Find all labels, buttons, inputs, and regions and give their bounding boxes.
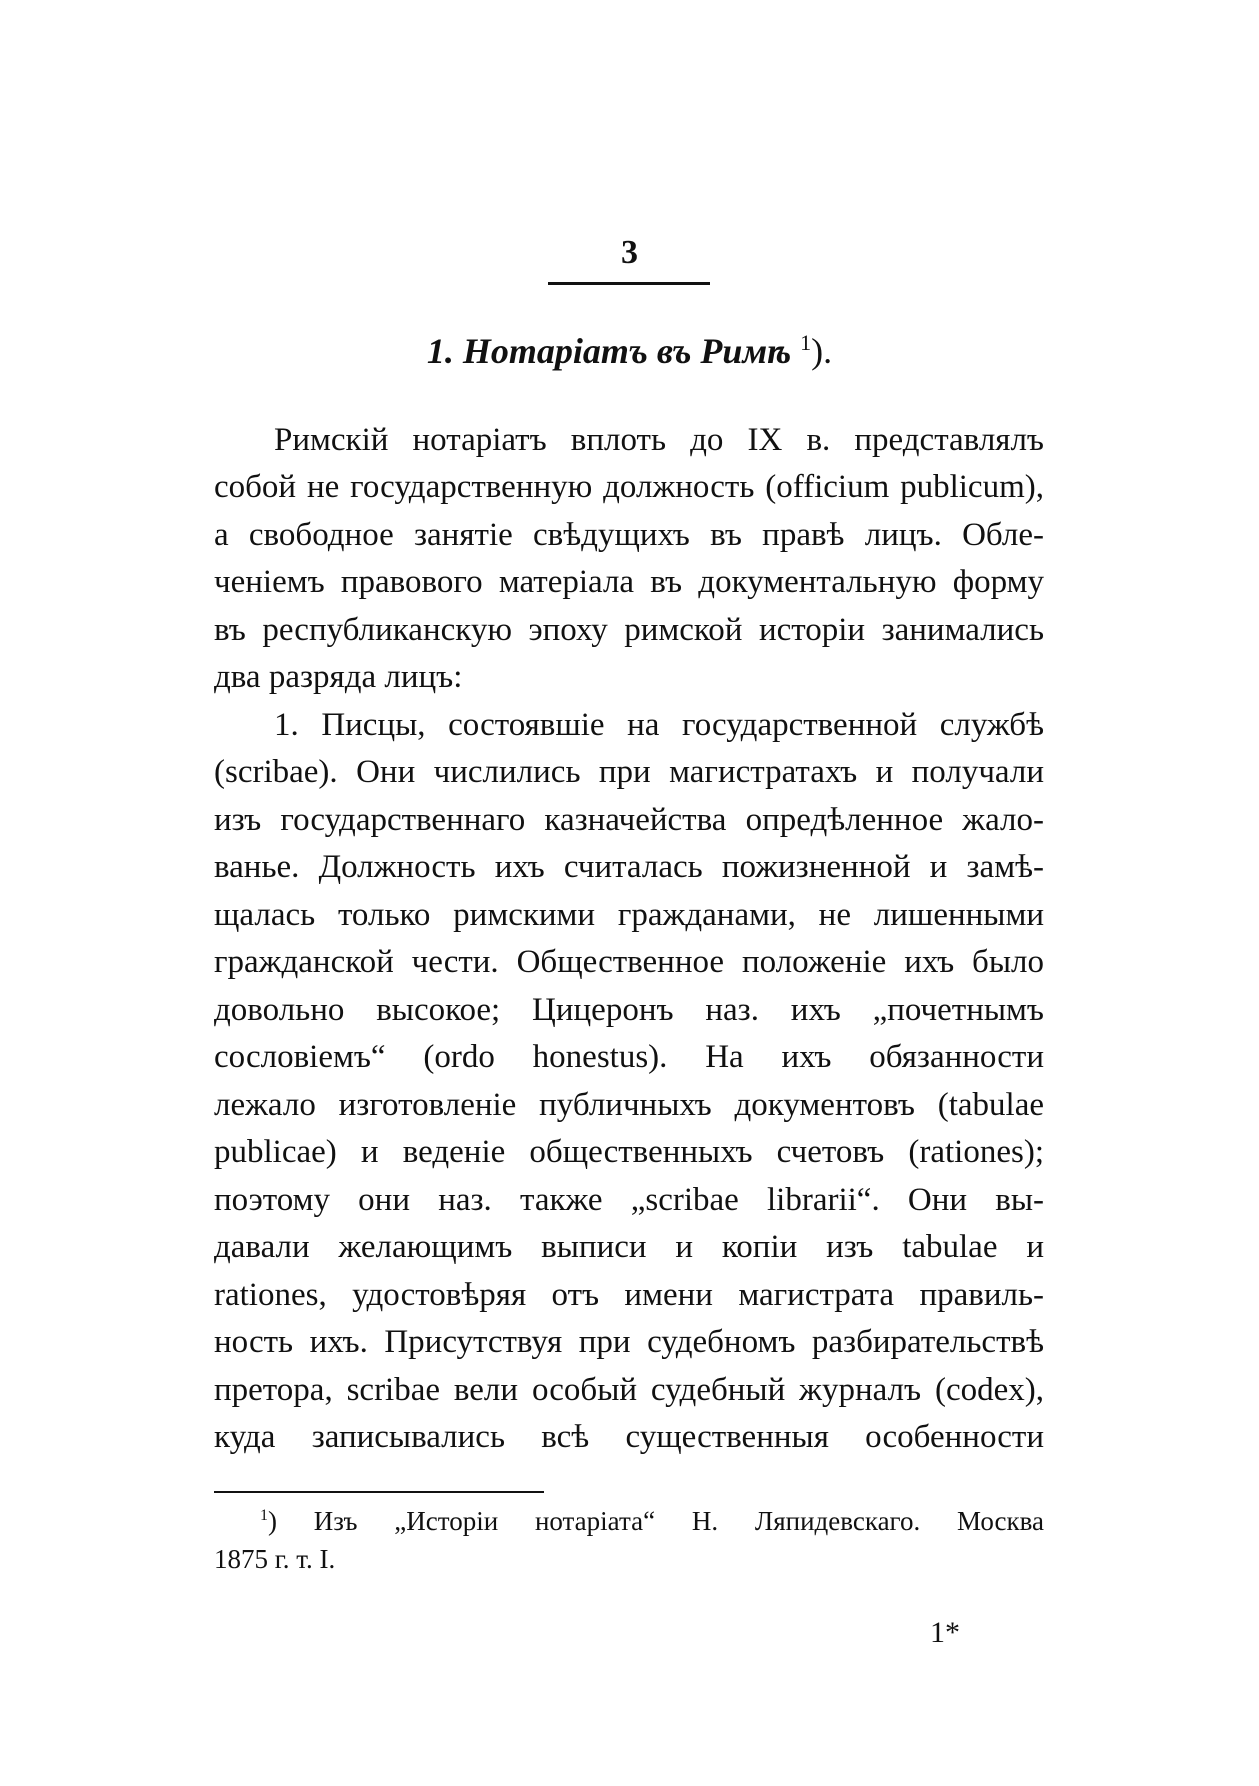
text-line: (scribae). Они числились при магистратахъ и получали bbox=[214, 754, 1044, 790]
text-line: въ республиканскую эпоху римской исторіи занимались bbox=[214, 612, 1044, 648]
heading-footnote-ref: 1 bbox=[800, 330, 812, 355]
text-line: 1. Писцы, состоявшіе на государственной службѣ bbox=[274, 707, 1044, 743]
footnote-rule bbox=[214, 1491, 544, 1493]
text-line: Римскій нотаріатъ вплоть до IX в. представлялъ bbox=[274, 422, 1044, 458]
text-line: изъ государственнаго казначейства опредѣленное жало- bbox=[214, 802, 1044, 838]
footnote-marker: 1 bbox=[260, 1507, 268, 1524]
text-line: куда записывались всѣ существенныя особенности bbox=[214, 1419, 1044, 1455]
text-line: давали желающимъ выписи и копіи изъ tabulae и bbox=[214, 1229, 1044, 1265]
text-line: поэтому они наз. также „scribae librarii“. Они вы- bbox=[214, 1182, 1044, 1218]
footnote-text: ) Изъ „Исторіи нотаріата“ Н. Ляпидевскаго. Москва bbox=[268, 1506, 1044, 1536]
heading-close: ). bbox=[811, 331, 833, 371]
page-number: 3 bbox=[621, 234, 638, 271]
text-line: лежало изготовленіе публичныхъ документовъ (tabulae bbox=[214, 1087, 1044, 1123]
section-title: 1. Нотаріатъ въ Римѣ bbox=[426, 331, 792, 371]
text-line: два разряда лицъ: bbox=[214, 659, 463, 695]
text-line: гражданской чести. Общественное положеніе ихъ было bbox=[214, 944, 1044, 980]
text-line: ность ихъ. Присутствуя при судебномъ разбирательствѣ bbox=[214, 1324, 1044, 1360]
section-heading bbox=[0, 330, 1259, 373]
text-line: а свободное занятіе свѣдущихъ въ правѣ лицъ. Обле- bbox=[214, 517, 1044, 553]
text-line: publicae) и веденіе общественныхъ счетовъ (rationes); bbox=[214, 1134, 1044, 1170]
text-line: ванье. Должность ихъ считалась пожизненной и замѣ- bbox=[214, 849, 1044, 885]
text-line: щалась только римскими гражданами, не лишенными bbox=[214, 897, 1044, 933]
text-line: ченіемъ правового матеріала въ документальную форму bbox=[214, 564, 1044, 600]
text-line: довольно высокое; Цицеронъ наз. ихъ „почетнымъ bbox=[214, 992, 1044, 1028]
text-line: сословіемъ“ (ordo honestus). На ихъ обязанности bbox=[214, 1039, 1044, 1075]
text-line: претора, scribae вели особый судебный журналъ (codex), bbox=[214, 1372, 1044, 1408]
footnote-line: 1875 г. т. I. bbox=[214, 1544, 336, 1574]
text-line: rationes, удостовѣряя отъ имени магистрата правиль- bbox=[214, 1277, 1044, 1313]
page-number-rule bbox=[548, 282, 710, 285]
footnote-line bbox=[260, 1508, 1044, 1535]
text-line: собой не государственную должность (officium publicum), bbox=[214, 469, 1044, 505]
signature-mark: 1* bbox=[930, 1616, 960, 1649]
